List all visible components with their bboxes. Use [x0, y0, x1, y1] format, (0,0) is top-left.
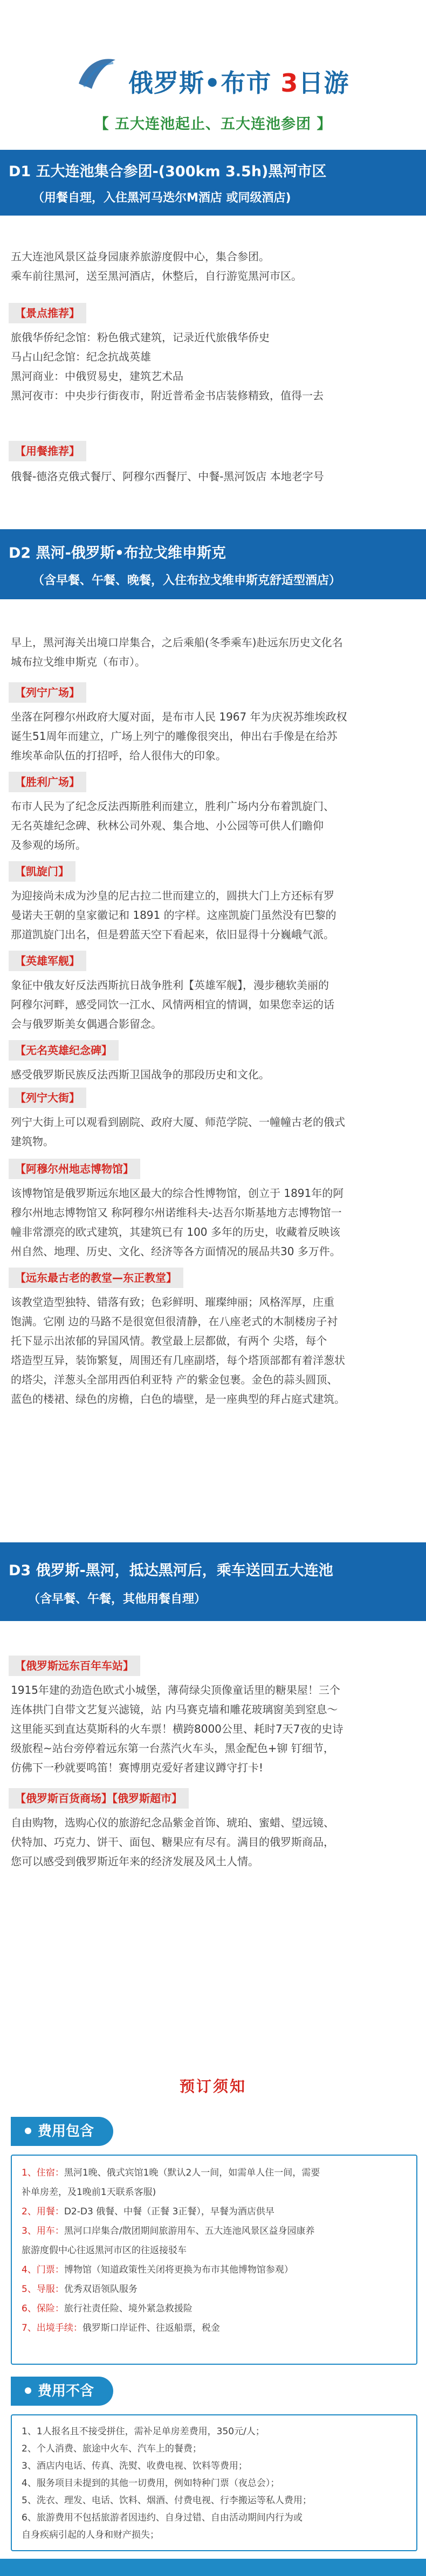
excluded-item: 1、1人报名且不接受拼住，需补足单房差费用，350元/人； — [22, 2426, 265, 2437]
section-tag: 【胜利广场】 — [9, 772, 86, 792]
included-item-label: 1、住宿： — [22, 2168, 64, 2178]
section-tag: 【用餐推荐】 — [9, 441, 86, 461]
included-item-text: 旅行社责任险、境外紧急救援险 — [64, 2303, 193, 2314]
paragraph-line: 伏特加、巧克力、饼干、面包、糖果应有尽有。满目的俄罗斯商品， — [11, 1836, 334, 1848]
paragraph-line: 这里能买到直达莫斯科的火车票！横跨8000公里、耗时7天7夜的史诗 — [11, 1722, 343, 1735]
paragraph-line: 五大连池风景区益身园康养旅游度假中心，集合参团。 — [11, 250, 270, 263]
included-item-label: 6、保险： — [22, 2303, 64, 2314]
included-item-text: 黑河1晚、俄式宾馆1晚（默认2人一间，如需单人住一间，需要 — [64, 2168, 320, 2178]
section-tag: 【远东最古老的教堂—东正教堂】 — [9, 1268, 183, 1288]
paragraph-line: 建筑物。 — [11, 1135, 54, 1148]
excluded-item: 2、个人消费、旅途中火车、汽车上的餐费； — [22, 2443, 202, 2454]
section-tag: 【无名英雄纪念碑】 — [9, 1040, 119, 1061]
included-item — [22, 2203, 274, 2220]
day1-banner — [0, 150, 426, 216]
brush-stroke-icon — [75, 51, 119, 94]
section-body — [11, 797, 415, 855]
day3-subheading: （含早餐、午餐，其他用餐自理） — [28, 1592, 207, 1606]
paragraph-line: 的塔尖，洋葱头全部用西伯利亚特 产的紫金包裹。金色的蒜头圆顶、 — [11, 1373, 338, 1386]
paragraph-line: 自由购物，选购心仪的旅游纪念品紫金首饰、琥珀、蜜蜡、望远镜、 — [11, 1816, 334, 1829]
paragraph-line: 蓝色的楼裙、绿色的房檐，白色的墙壁，是一座典型的拜占庭式建筑。 — [11, 1393, 345, 1405]
hero-header — [0, 0, 426, 135]
paragraph-line: 乘车前往黑河，送至黑河酒店，休整后，自行游览黑河市区。 — [11, 269, 302, 282]
section-body — [11, 1112, 415, 1151]
paragraph-line: 城布拉戈维申斯克（布市）。 — [11, 655, 146, 668]
paragraph-line: 幢非常漂亮的欧式建筑，其建筑已有 100 多年的历史，收藏着反映该 — [11, 1225, 340, 1238]
included-item-text: 博物馆（知道政策性关闭将更换为布市其他博物馆参观） — [64, 2265, 293, 2275]
paragraph-line: 托下显示出浓郁的异国风情。教堂最上层都做，有两个 尖塔，每个 — [11, 1334, 327, 1347]
included-item-label: 7、出境手续： — [22, 2323, 83, 2333]
day2-intro — [11, 633, 415, 671]
included-item — [22, 2164, 320, 2182]
paragraph-line: 会与俄罗斯美女偶遇合影留念。 — [11, 1017, 162, 1030]
day1-subheading: （用餐自理，入住黑河马迭尔M酒店 或同级酒店) — [32, 191, 291, 205]
paragraph-line: 塔造型互异，装饰繁复，周围还有几座副塔，每个塔顶部都有着洋葱状 — [11, 1354, 345, 1367]
section-tag: 【俄罗斯百货商场】【俄罗斯超市】 — [9, 1788, 189, 1809]
page-title: 俄罗斯•布市 3日游 — [128, 68, 349, 98]
section-tag: 【俄罗斯远东百年车站】 — [9, 1656, 140, 1676]
included-item — [22, 2281, 138, 2298]
section-body — [11, 707, 415, 765]
paragraph-line: 州自然、地理、历史、文化、经济等各方面情况的展品共30 多万件。 — [11, 1245, 341, 1258]
paragraph-line: 穆尔州地志博物馆又 称阿穆尔州诺维科夫-达吾尔斯基地方志博物馆一 — [11, 1206, 342, 1219]
excluded-item: 6、旅游费用不包括旅游者因违约、自身过错、自由活动期间内行为或 — [22, 2512, 303, 2523]
included-item-text: 俄罗斯口岸证件、往返船票，税金 — [82, 2323, 220, 2333]
excluded-box — [11, 2414, 417, 2551]
section-body — [11, 975, 415, 1034]
included-item-text: 旅游度假中心往返黑河市区的往返接驳车 — [22, 2245, 187, 2256]
paragraph-line: 马占山纪念馆：纪念抗战英雄 — [11, 350, 151, 363]
included-item-label: 5、导服： — [22, 2284, 64, 2295]
day1-intro — [11, 247, 415, 286]
excluded-item: 4、服务项目未提到的其他一切费用，例如特种门票（夜总会）； — [22, 2478, 280, 2489]
paragraph-line: 俄餐-德洛克俄式餐厅、阿穆尔西餐厅、中餐-黑河饭店 本地老字号 — [11, 470, 324, 483]
excluded-label: 费用不含 — [11, 2377, 113, 2406]
paragraph-line: 诞生51周年而建立，广场上列宁的雕像很突出，伸出右手像是在给苏 — [11, 730, 338, 743]
bullet-dot-icon — [25, 2387, 31, 2394]
paragraph-line: 布市人民为了纪念反法西斯胜利而建立，胜利广场内分布着凯旋门、 — [11, 800, 334, 813]
paragraph-line: 象征中俄友好反法西斯抗日战争胜利【英雄军舰】，漫步穗软美丽的 — [11, 979, 329, 992]
paragraph-line: 早上，黑河海关出境口岸集合，之后乘船(冬季乘车)赴远东历史文化名 — [11, 636, 343, 649]
included-item-text: D2-D3 俄餐、中餐（正餐 3正餐），早餐为酒店供早 — [64, 2206, 274, 2217]
section-tag: 【列宁广场】 — [9, 682, 86, 703]
section-body — [11, 1292, 415, 1409]
included-item — [22, 2300, 193, 2317]
paragraph-line: 曼诺夫王朝的皇家徽记和 1891 的字样。这座凯旋门虽然没有巴黎的 — [11, 909, 336, 922]
section-body — [11, 1813, 415, 1871]
paragraph-line: 旅俄华侨纪念馆：粉色俄式建筑，记录近代旅俄华侨史 — [11, 331, 270, 344]
paragraph-line: 列宁大街上可以观看到剧院、政府大厦、师范学院、一幢幢古老的俄式 — [11, 1116, 345, 1128]
paragraph-line: 黑河商业：中俄贸易史，建筑艺术品 — [11, 370, 183, 383]
paragraph-line: 为迎接尚未成为沙皇的尼古拉二世而建立的，圆拱大门上方还标有罗 — [11, 889, 334, 902]
excluded-item: 自身疾病引起的人身和财产损失； — [22, 2530, 159, 2540]
included-label: 费用包含 — [11, 2117, 113, 2146]
excluded-item: 3、酒店内电话、传真、洗熨、收费电视、饮料等费用； — [22, 2461, 248, 2471]
included-item — [22, 2261, 293, 2279]
paragraph-line: 维埃革命队伍的打招呼，给人很伟大的印象。 — [11, 749, 226, 762]
included-item — [22, 2319, 220, 2337]
notice-title: 预订须知 — [179, 2078, 246, 2095]
included-item — [22, 2184, 156, 2201]
paragraph-line: 仿佛下一秒就要鸣笛！赛博朋克爱好者建议蹲守打卡! — [11, 1761, 264, 1774]
day1-dining — [11, 467, 415, 486]
day3-heading: D3 俄罗斯-黑河，抵达黑河后，乘车送回五大连池 — [9, 1562, 333, 1579]
included-item-text: 补单房差，及1晚前1天联系客服) — [22, 2187, 156, 2198]
included-box — [11, 2155, 417, 2365]
bullet-dot-icon — [25, 2128, 31, 2134]
paragraph-line: 级旅程~站台旁停着远东第一台蒸汽火车头，黑金配色+铆 钉细节， — [11, 1742, 334, 1755]
paragraph-line: 饱满。它刚 边的马路不是很宽但很清静，在八座老式的木制楼房子衬 — [11, 1315, 338, 1328]
paragraph-line: 坐落在阿穆尔州政府大厦对面，是布市人民 1967 年为庆祝苏维埃政权 — [11, 710, 347, 723]
included-item-label: 3、用车： — [22, 2226, 64, 2236]
footer-bar — [0, 2559, 426, 2576]
paragraph-line: 及参观的场所。 — [11, 839, 86, 851]
included-item-label: 4、门票： — [22, 2265, 64, 2275]
section-body — [11, 1065, 415, 1084]
included-item — [22, 2222, 315, 2240]
paragraph-line: 您可以感受到俄罗斯近年来的经济发展及风土人情。 — [11, 1855, 259, 1868]
included-item-text: 优秀双语领队服务 — [64, 2284, 138, 2295]
paragraph-line: 该教堂造型独特、错落有致；色彩鲜明、璀璨绅丽；风格浑厚，庄重 — [11, 1296, 334, 1308]
day2-subheading: （含早餐、午餐、晚餐，入住布拉戈维申斯克舒适型酒店） — [32, 574, 341, 587]
paragraph-line: 1915年建的劲造色欧式小城堡，薄荷绿尖顶像童话里的糖果屋！三个 — [11, 1684, 340, 1696]
paragraph-line: 阿穆尔河畔，感受同饮一江水、风情两相宜的情调，如果您幸运的话 — [11, 998, 334, 1011]
section-body — [11, 886, 415, 944]
section-tag: 【凯旋门】 — [9, 861, 75, 882]
paragraph-line: 感受俄罗斯民族反法西斯卫国战争的那段历史和文化。 — [11, 1068, 270, 1081]
section-body — [11, 1680, 415, 1777]
section-tag: 【景点推荐】 — [9, 303, 86, 323]
excluded-item: 5、洗衣、理发、电话、饮料、烟酒、付费电视、行李搬运等私人费用； — [22, 2495, 312, 2506]
day1-heading: D1 五大连池集合参团-(300km 3.5h)黑河市区 — [9, 163, 327, 180]
section-body — [11, 1183, 415, 1261]
page-subtitle: 【 五大连池起止、五大连池参团 】 — [94, 116, 332, 133]
included-item — [22, 2242, 187, 2259]
section-tag: 【英雄军舰】 — [9, 951, 86, 971]
included-item-text: 黑河口岸集合/散团期间旅游用车、五大连池风景区益身园康养 — [64, 2226, 315, 2236]
included-item-label: 2、用餐： — [22, 2206, 64, 2217]
day3-banner — [0, 1542, 426, 1621]
day1-spots — [11, 328, 415, 405]
section-tag: 【列宁大街】 — [9, 1088, 86, 1108]
section-tag: 【阿穆尔州地志博物馆】 — [9, 1159, 140, 1179]
paragraph-line: 该博物馆是俄罗斯远东地区最大的综合性博物馆，创立于 1891年的阿 — [11, 1187, 344, 1200]
day2-banner — [0, 529, 426, 599]
paragraph-line: 那道凯旋门出名，但是碧蓝天空下看起来，依旧显得十分巍峨气派。 — [11, 928, 334, 941]
day2-heading: D2 黑河-俄罗斯•布拉戈维申斯克 — [9, 545, 226, 562]
paragraph-line: 黑河夜市：中央步行街夜市，附近普希金书店装修精致，值得一去 — [11, 389, 324, 402]
paragraph-line: 连体拱门自带文艺复兴滤镜，站 内马赛克墙和雕花玻璃窗美到窒息～ — [11, 1703, 338, 1716]
paragraph-line: 无名英雄纪念碑、秋林公司外观、集合地、小公园等可供人们瞻仰 — [11, 819, 324, 832]
